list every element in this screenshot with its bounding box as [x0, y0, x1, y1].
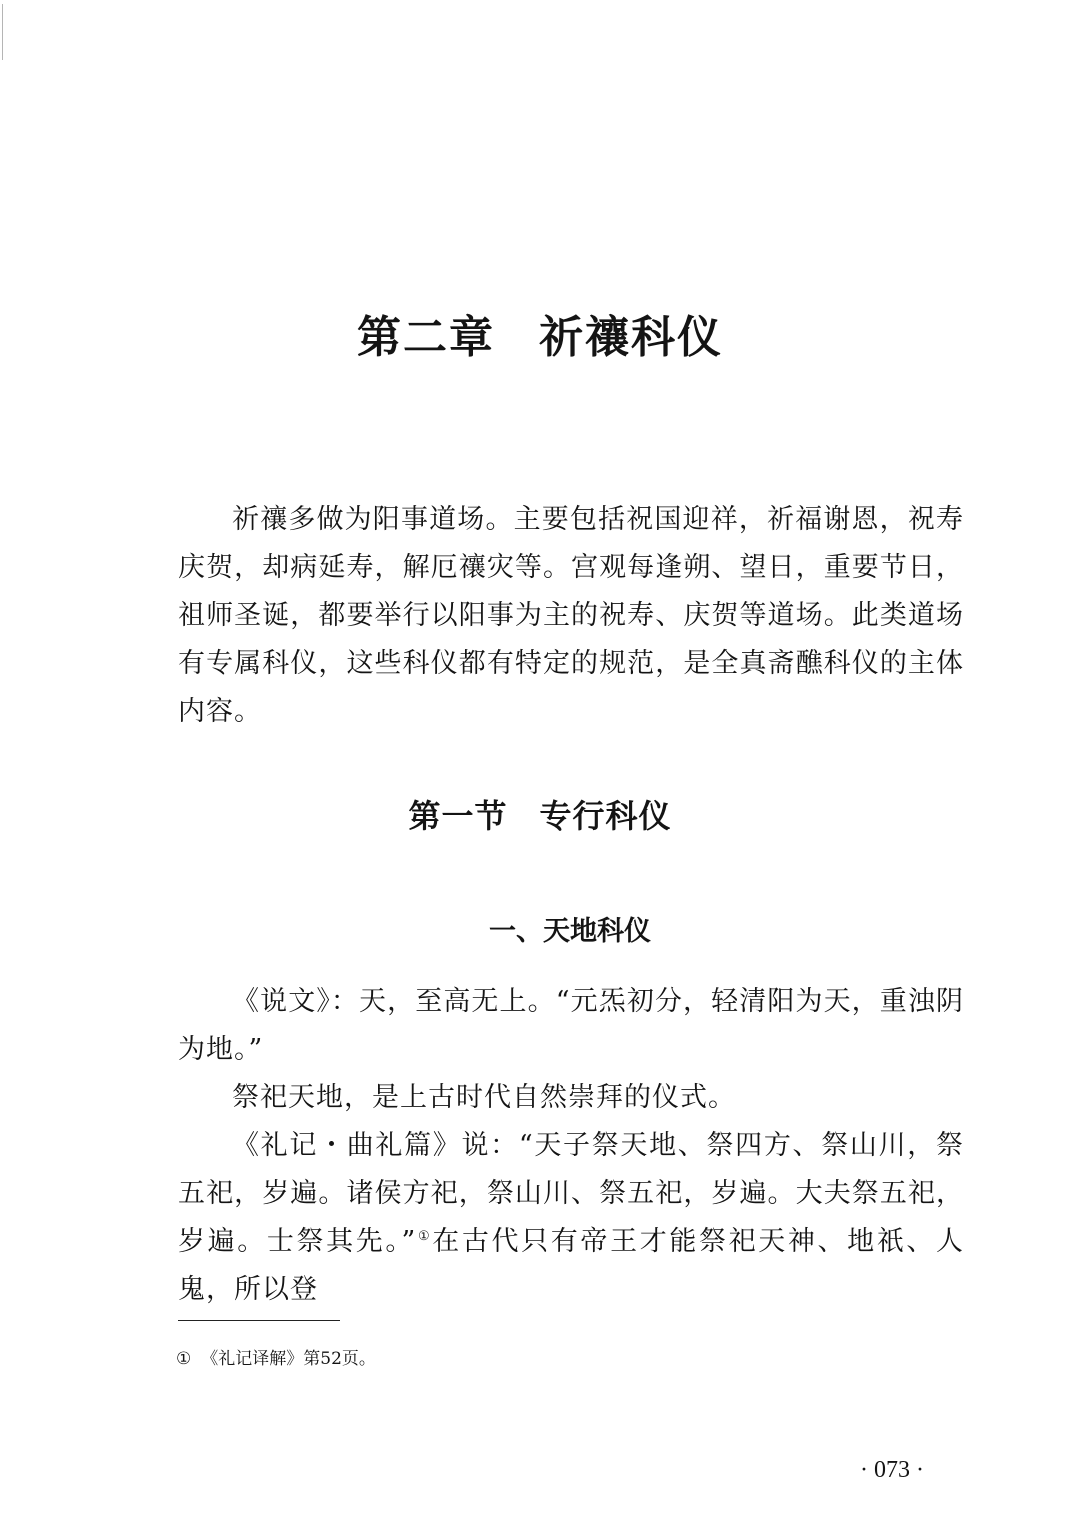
body-paragraph-2: 祭祀天地，是上古时代自然崇拜的仪式。: [232, 1082, 736, 1113]
body-paragraph-3: [178, 1122, 964, 1314]
page-number: · 073 ·: [860, 1457, 924, 1483]
body-text-block: [178, 978, 964, 1314]
footnote-divider: [178, 1320, 340, 1321]
section-name: 专行科仪: [539, 797, 672, 835]
intro-paragraph-block: [178, 496, 964, 736]
scan-edge-mark: [2, 4, 3, 60]
body-paragraph-3-end: 在古代只有帝王才能祭祀天神、地祇、人鬼，所以登: [178, 1226, 965, 1305]
subsection-title: 一、天地科仪: [489, 916, 651, 947]
footnote-reference: ①: [416, 1229, 433, 1244]
section-number: 第一节: [408, 797, 508, 835]
footnote: [176, 1346, 876, 1372]
chapter-number: 第二章: [357, 312, 495, 363]
footnote-mark: ①: [176, 1349, 192, 1369]
section-title: [0, 794, 1080, 838]
body-paragraph-1: 《说文》：天，至高无上。“元炁初分，轻清阳为天，重浊阴为地。”: [178, 986, 964, 1065]
body-paragraph-3-start: 《礼记・曲礼篇》说：“天子祭天地、祭四方、祭山川，祭五祀，岁遍。诸侯方祀，祭山川、祭五祀，岁遍。大夫祭五祀，岁遍。士祭其先。”: [178, 1130, 964, 1257]
footnote-text: 《礼记译解》第52页。: [201, 1349, 376, 1369]
intro-paragraph: 祈禳多做为阳事道场。主要包括祝国迎祥，祈福谢恩，祝寿庆贺，却病延寿，解厄禳灾等。宫观每逢朔、望日，重要节日，祖师圣诞，都要举行以阳事为主的祝寿、庆贺等道场。此类道场有专属科仪，这些科仪都有特定的规范，是全真斋醮科仪的主体内容。: [178, 504, 964, 727]
chapter-title: [0, 310, 1080, 366]
chapter-name: 祈禳科仪: [539, 312, 723, 363]
